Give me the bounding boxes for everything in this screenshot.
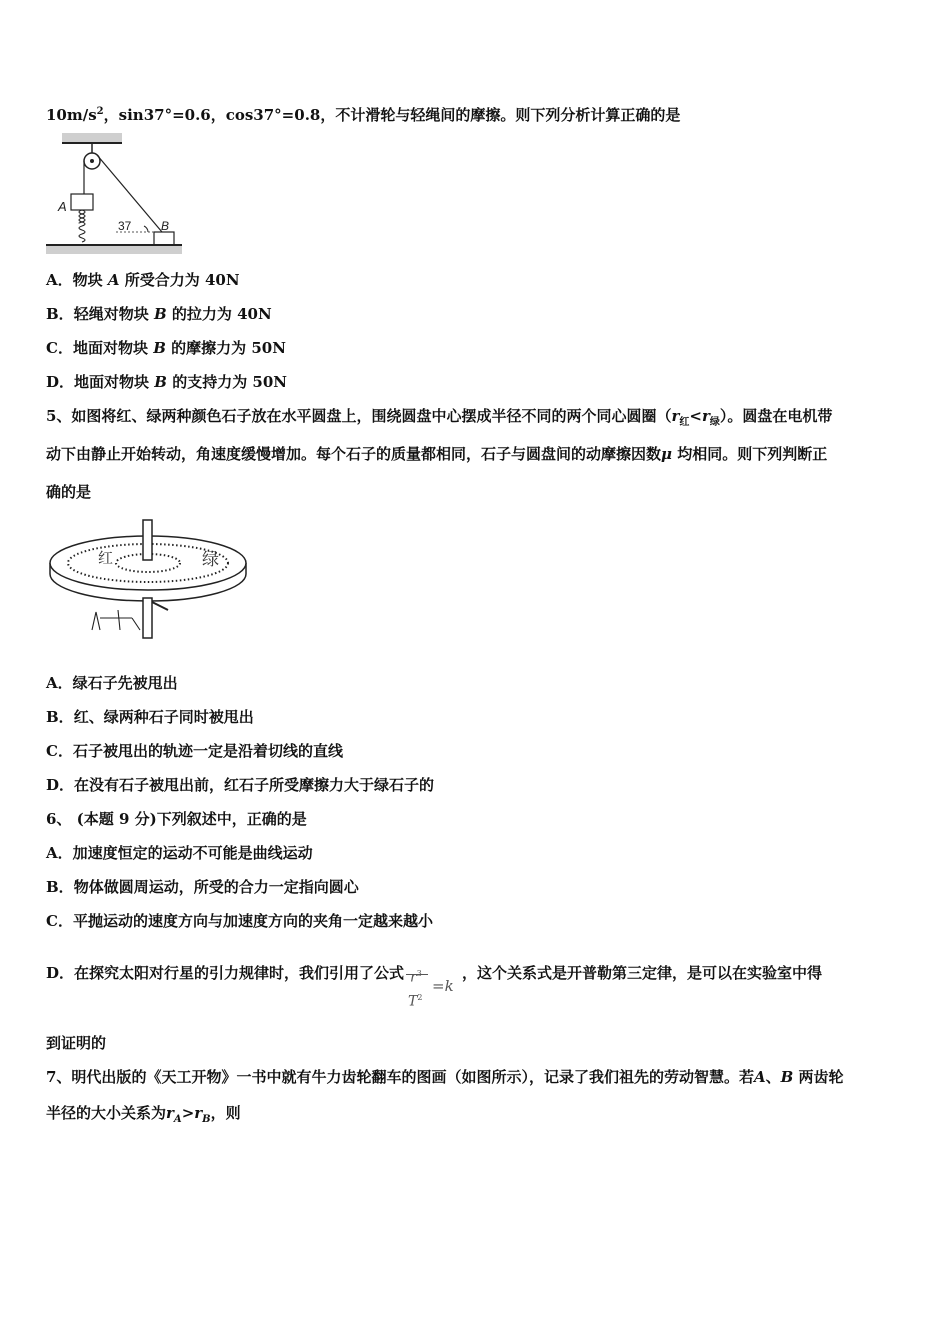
label-red: 红 bbox=[98, 549, 114, 567]
kepler-formula: $r^3$ $T^2$ =k bbox=[408, 969, 454, 1010]
q4-option-d: D．地面对物块 B 的支持力为 50N bbox=[46, 373, 287, 391]
q4-intro-text-2: ，sin37°=0.6，cos37°=0.8，不计滑轮与轻绳间的摩擦。则下列分析计算正确的是 bbox=[103, 106, 681, 124]
motor-arm bbox=[152, 602, 168, 610]
q7-stem-line-2: 半径的大小关系为$r_A>r_B$，则 bbox=[46, 1104, 241, 1125]
label-a: A bbox=[58, 199, 67, 214]
q5-option-a: A．绿石子先被甩出 bbox=[46, 674, 178, 692]
block-a bbox=[71, 194, 93, 210]
angle-label: 37 bbox=[118, 219, 132, 233]
q5-stem-line-3: 确的是 bbox=[46, 483, 92, 501]
label-b: B bbox=[161, 219, 170, 233]
q6-option-c: C．平抛运动的速度方向与加速度方向的夹角一定越来越小 bbox=[46, 912, 433, 930]
q6-option-d: D．在探究太阳对行星的引力规律时，我们引用了公式 $r^3$ $T^2$ =k ，这个关系式是开普勒第三定律，是可以在实验室中得 bbox=[46, 950, 822, 997]
q4-option-c: C．地面对物块 B 的摩擦力为 50N bbox=[46, 339, 286, 357]
q6-stem: 6、 (本题 9 分)下列叙述中，正确的是 bbox=[46, 810, 307, 828]
q6-option-d-cont: 到证明的 bbox=[46, 1034, 107, 1052]
q4-option-b: B．轻绳对物块 B 的拉力为 40N bbox=[46, 305, 272, 323]
q4-option-a: A．物块 A 所受合力为 40N bbox=[46, 271, 240, 289]
pulley-spring-figure bbox=[44, 130, 184, 258]
block-b bbox=[154, 232, 174, 245]
axle-top bbox=[143, 520, 152, 560]
q6-option-a: A．加速度恒定的运动不可能是曲线运动 bbox=[46, 844, 313, 862]
q5-stem-line-1: 5、如图将红、绿两种颜色石子放在水平圆盘上，围绕圆盘中心摆成半径不同的两个同心圆圈$(r_红<r_绿)$。圆盘在电机带 bbox=[46, 407, 833, 428]
q5-option-c: C．石子被甩出的轨迹一定是沿着切线的直线 bbox=[46, 742, 343, 760]
q5-option-b: B．红、绿两种石子同时被甩出 bbox=[46, 708, 254, 726]
q4-intro bbox=[46, 102, 680, 125]
q4-intro-text: 10m/s bbox=[46, 106, 97, 124]
q5-stem-line-2: 动下由静止开始转动，角速度缓慢增加。每个石子的质量都相同，石子与圆盘间的动摩擦因数μ 均相同。则下列判断正 bbox=[46, 445, 828, 463]
q5-option-d: D．在没有石子被甩出前，红石子所受摩擦力大于绿石子的 bbox=[46, 776, 435, 794]
motor-sketch bbox=[92, 610, 140, 630]
label-green: 绿 bbox=[202, 550, 219, 570]
rotating-disc-figure bbox=[46, 518, 250, 646]
q6-option-b: B．物体做圆周运动，所受的合力一定指向圆心 bbox=[46, 878, 359, 896]
floor-hatch bbox=[46, 246, 182, 254]
q7-stem-line-1: 7、明代出版的《天工开物》一书中就有牛力齿轮翻车的图画（如图所示），记录了我们祖先的劳动智慧。若A、B 两齿轮 bbox=[46, 1068, 844, 1086]
q4-intro-sup: 2 bbox=[96, 106, 104, 117]
axle-bottom bbox=[143, 598, 152, 638]
spring bbox=[79, 210, 85, 242]
ceiling-hatch bbox=[62, 133, 122, 143]
